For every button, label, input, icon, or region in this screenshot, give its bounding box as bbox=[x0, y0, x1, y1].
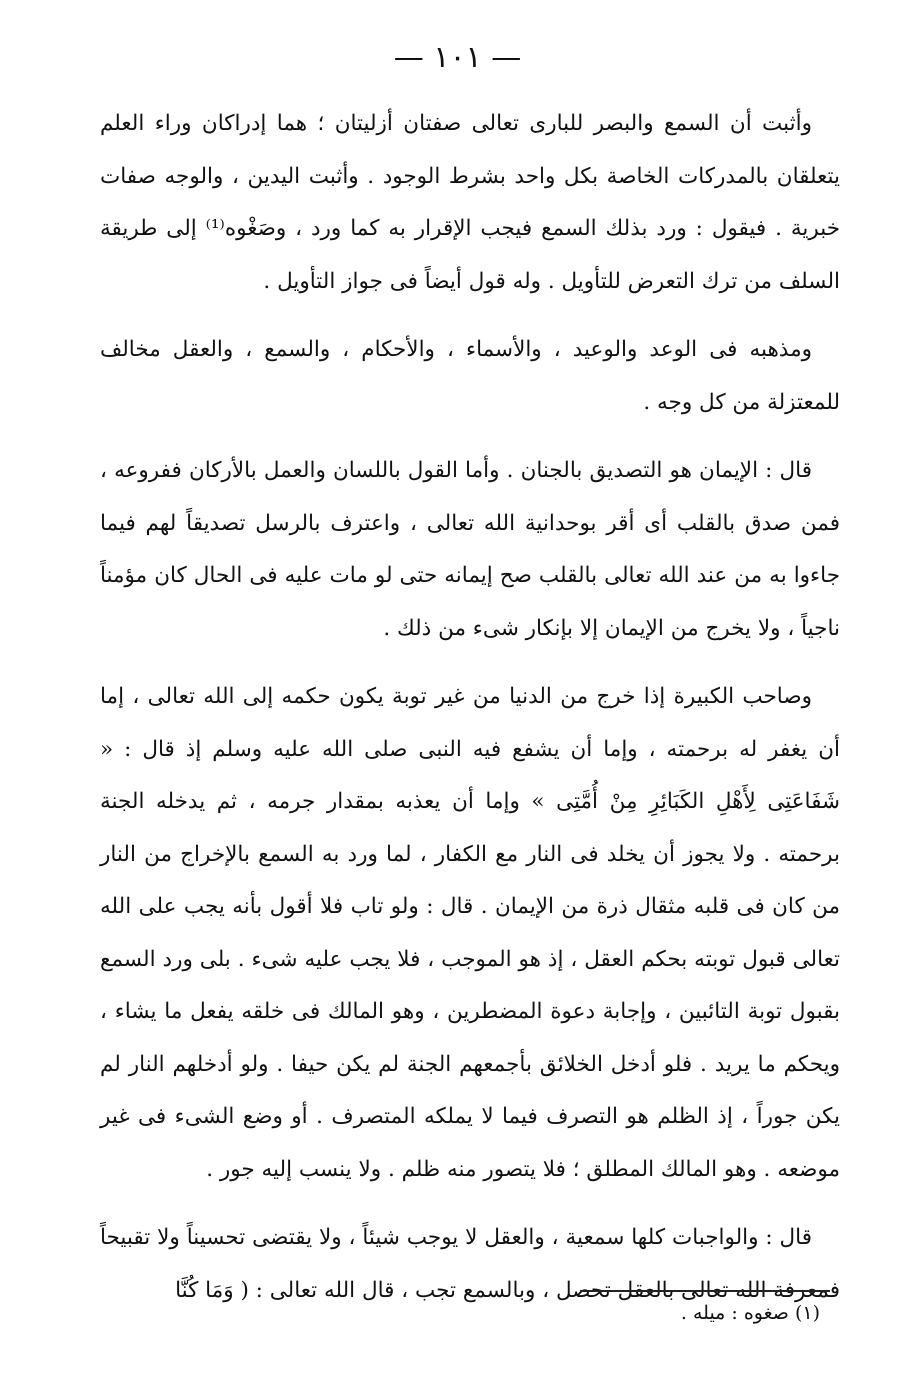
footnote: (١) صغوه : ميله . bbox=[680, 1302, 820, 1324]
page-number: — ١٠١ — bbox=[393, 40, 522, 75]
paragraph: وأثبت أن السمع والبصر للبارى تعالى صفتان أزليتان ؛ هما إدراكان وراء العلم يتعلقان بالمدركات الخاصة بكل واحد بشرط الوجود . وأثبت اليدين ، والوجه صفات خبرية . فيقول : ورد بذلك السمع فيجب الإقرار به كما ورد ، وصَغْوه⁽¹⁾ إلى طريقة السلف من ترك التعرض للتأويل . وله قول أيضاً فى جواز التأويل . bbox=[100, 111, 840, 294]
paragraph: قال : الإيمان هو التصديق بالجنان . وأما القول باللسان والعمل بالأركان ففروعه ، فمن صدق بالقلب أى أقر بوحدانية الله تعالى ، واعترف بالرسل تصديقاً لهم فيما جاءوا به من عند الله تعالى بالقلب صح إيمانه حتى لو مات عليه فى الحال كان مؤمناً ناجياً ، ولا يخرج من الإيمان إلا بإنكار شىء من ذلك . bbox=[100, 458, 840, 641]
footnote-divider bbox=[580, 1290, 830, 1292]
paragraph: ومذهبه فى الوعد والوعيد ، والأسماء ، والأحكام ، والسمع ، والعقل مخالف للمعتزلة من كل وجه . bbox=[100, 337, 840, 415]
paragraph: قال : والواجبات كلها سمعية ، والعقل لا يوجب شيئاً ، ولا يقتضى تحسيناً ولا تقبيحاً فمعرفة الله تعالى بالعقل تحصل ، وبالسمع تجب ، قال الله تعالى : ( وَمَا كُنَّا bbox=[100, 1225, 840, 1303]
body-text bbox=[100, 98, 840, 1317]
paragraph: وصاحب الكبيرة إذا خرج من الدنيا من غير توبة يكون حكمه إلى الله تعالى ، إما أن يغفر له برحمته ، وإما أن يشفع فيه النبى صلى الله عليه وسلم إذ قال : « شَفَاعَتِى لِأَهْلِ الكَبَائِرِ مِنْ أُمَّتِى » وإما أن يعذبه بمقدار جرمه ، ثم يدخله الجنة برحمته . ولا يجوز أن يخلد فى النار مع الكفار ، لما ورد به السمع بالإخراج من النار من كان فى قلبه مثقال ذرة من الإيمان . قال : ولو تاب فلا أقول بأنه يجب على الله تعالى قبول توبته بحكم العقل ، إذ هو الموجب ، فلا يجب عليه شىء . بلى ورد السمع بقبول توبة التائبين ، وإجابة دعوة المضطرين ، وهو المالك فى خلقه يفعل ما يشاء ، ويحكم ما يريد . فلو أدخل الخلائق بأجمعهم الجنة لم يكن حيفا . ولو أدخلهم النار لم يكن جوراً ، إذ الظلم هو التصرف فيما لا يملكه المتصرف . أو وضع الشىء فى غير موضعه . وهو المالك المطلق ؛ فلا يتصور منه ظلم . ولا ينسب إليه جور . bbox=[100, 684, 840, 1182]
